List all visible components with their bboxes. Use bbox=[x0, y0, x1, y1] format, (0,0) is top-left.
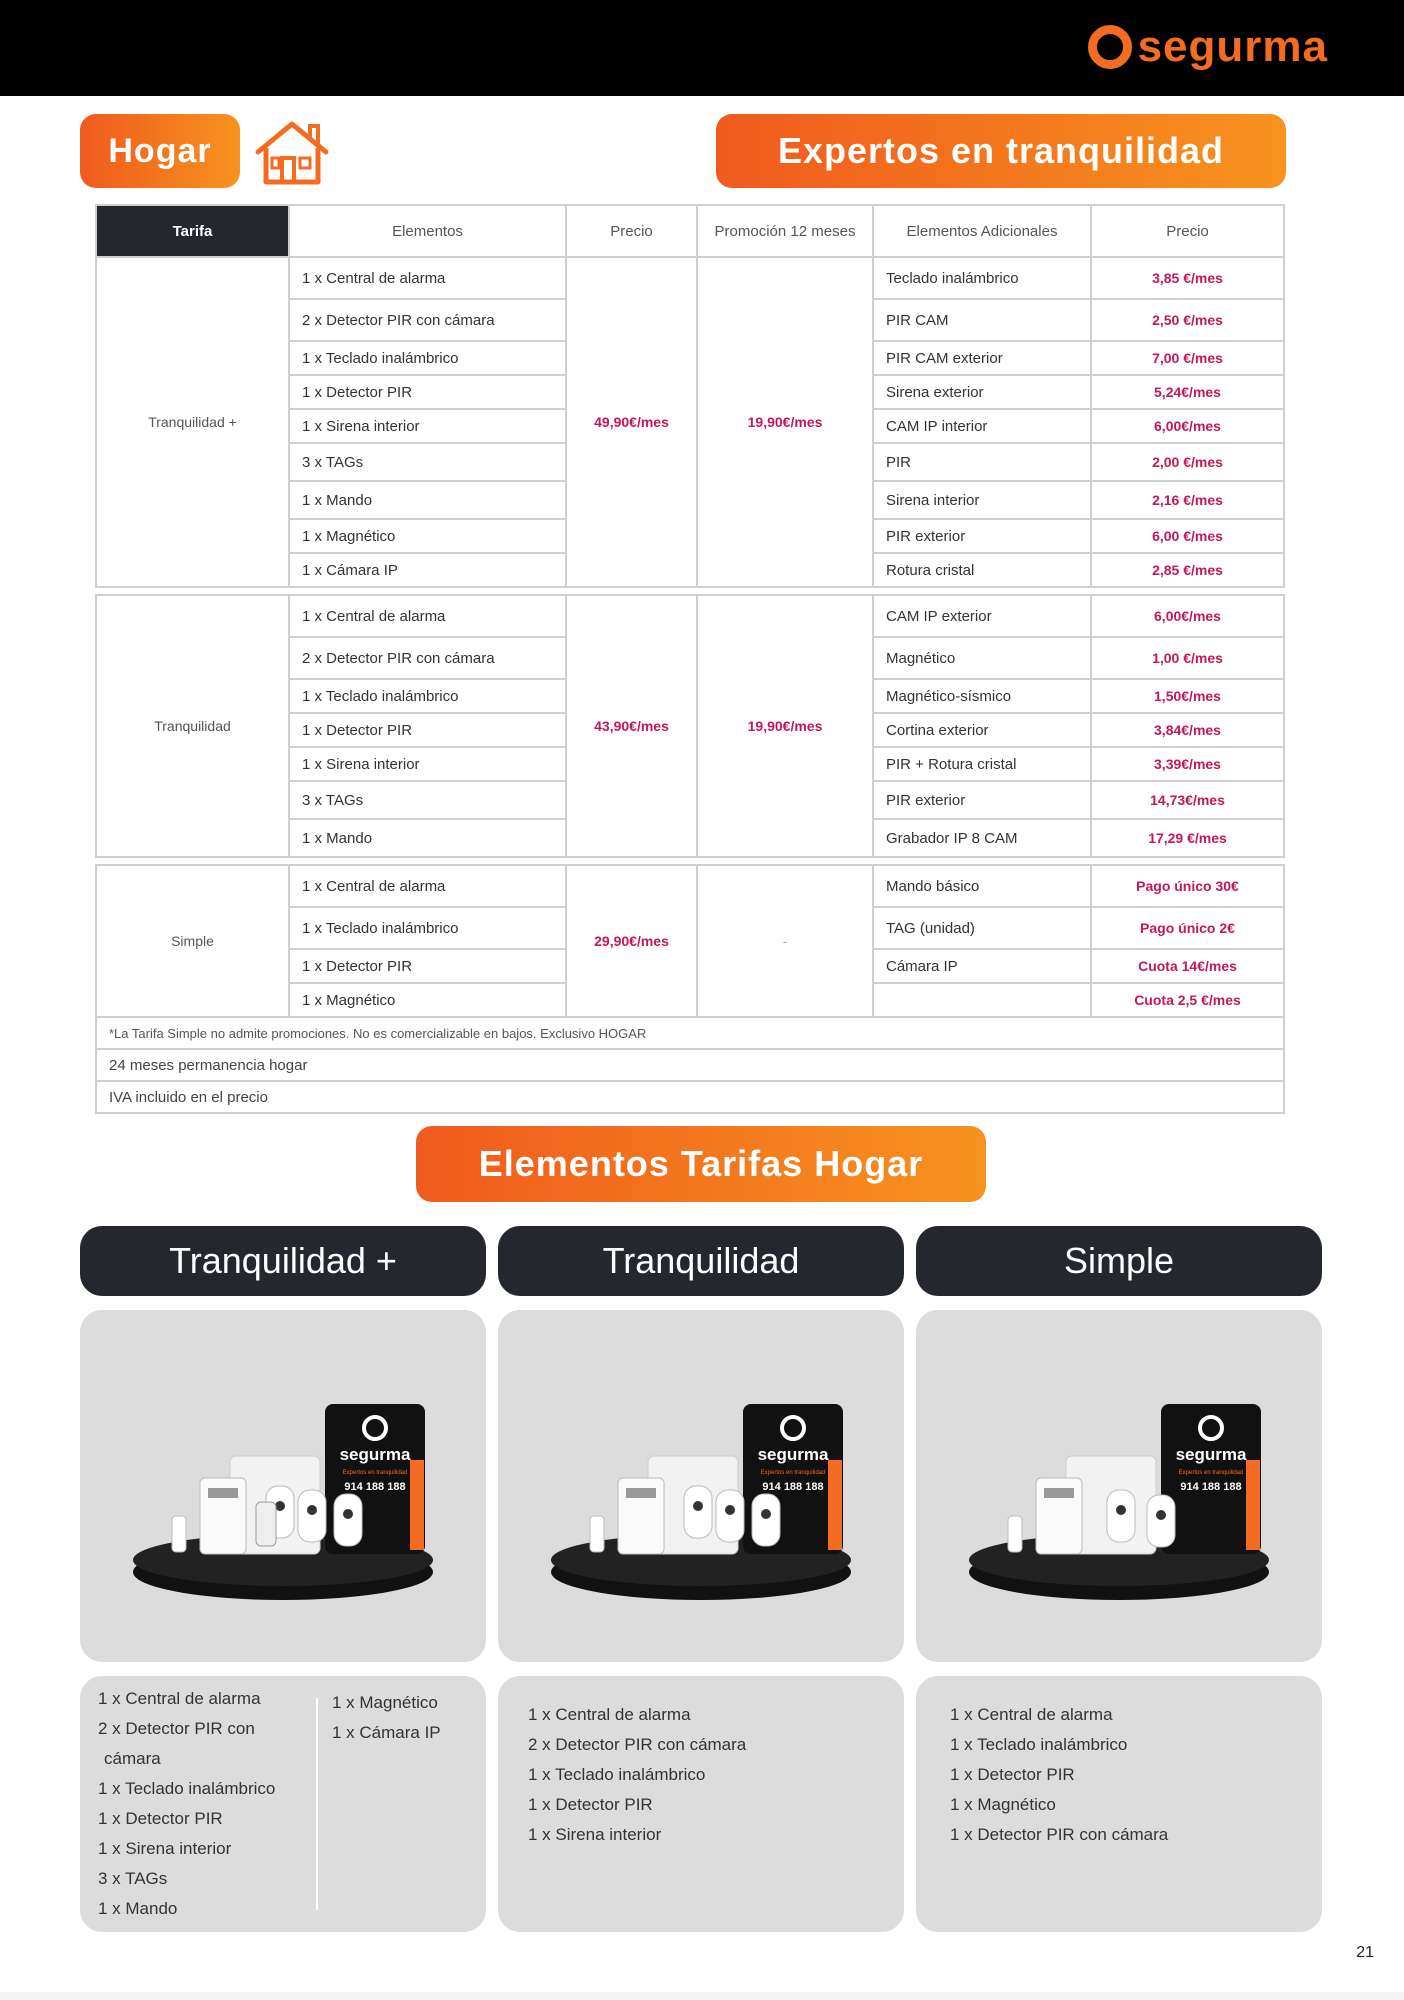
note-text: IVA incluido en el precio bbox=[96, 1081, 1284, 1113]
sign-tagline: Expertos en tranquilidad bbox=[760, 1470, 826, 1476]
list-item: 2 x Detector PIR con bbox=[98, 1719, 255, 1738]
additional-price: 7,00 €/mes bbox=[1091, 341, 1284, 375]
sign-phone: 914 188 188 bbox=[1180, 1481, 1242, 1493]
segurma-logo bbox=[1088, 22, 1328, 72]
list-item: 1 x Central de alarma bbox=[98, 1689, 261, 1708]
group-spacer bbox=[96, 857, 1284, 865]
list-item: 1 x Magnético bbox=[332, 1693, 438, 1712]
list-item: 1 x Teclado inalámbrico bbox=[98, 1779, 276, 1798]
detector-lens bbox=[761, 1509, 771, 1519]
keypad-screen bbox=[1044, 1488, 1074, 1498]
additional-price: 1,50€/mes bbox=[1091, 679, 1284, 713]
list-item: 1 x Detector PIR bbox=[98, 1809, 223, 1828]
element-cell: 2 x Detector PIR con cámara bbox=[289, 637, 566, 679]
sign-phone: 914 188 188 bbox=[344, 1481, 406, 1493]
sign-accent bbox=[828, 1460, 842, 1550]
additional-element bbox=[873, 983, 1091, 1017]
sign-phone: 914 188 188 bbox=[762, 1481, 824, 1493]
detector-lens bbox=[693, 1501, 703, 1511]
element-cell: 1 x Central de alarma bbox=[289, 865, 566, 907]
detector-lens bbox=[1116, 1505, 1126, 1515]
element-cell: 3 x TAGs bbox=[289, 781, 566, 819]
table-row bbox=[96, 865, 1284, 907]
element-cell: 1 x Magnético bbox=[289, 519, 566, 553]
magnetic-sensor bbox=[590, 1516, 604, 1552]
note-text: 24 meses permanencia hogar bbox=[96, 1049, 1284, 1081]
additional-element: Magnético bbox=[873, 637, 1091, 679]
detector-lens bbox=[1156, 1510, 1166, 1520]
additional-price: 17,29 €/mes bbox=[1091, 819, 1284, 857]
list-item: 2 x Detector PIR con cámara bbox=[528, 1735, 747, 1754]
list-item: 1 x Detector PIR bbox=[950, 1765, 1075, 1784]
element-cell: 1 x Detector PIR bbox=[289, 375, 566, 409]
expertos-banner: Expertos en tranquilidad bbox=[716, 114, 1286, 188]
additional-price: 14,73€/mes bbox=[1091, 781, 1284, 819]
pir-detector bbox=[334, 1494, 362, 1546]
magnetic-sensor bbox=[172, 1516, 186, 1552]
list-item: cámara bbox=[104, 1749, 161, 1768]
elementos-tarifas-banner: Elementos Tarifas Hogar bbox=[416, 1126, 986, 1202]
promo-price: - bbox=[697, 865, 873, 1017]
logo-ring-icon bbox=[1088, 25, 1132, 69]
alarm-kit-illustration bbox=[498, 1310, 904, 1662]
detector-lens bbox=[307, 1505, 317, 1515]
additional-element: Sirena exterior bbox=[873, 375, 1091, 409]
detector-lens bbox=[343, 1509, 353, 1519]
spacer-cell bbox=[96, 857, 1284, 865]
additional-element: TAG (unidad) bbox=[873, 907, 1091, 949]
header-precio: Precio bbox=[566, 205, 697, 257]
tarifa-name: Simple bbox=[96, 865, 289, 1017]
list-item: 1 x Cámara IP bbox=[332, 1723, 441, 1742]
element-cell: 2 x Detector PIR con cámara bbox=[289, 299, 566, 341]
list-item: 1 x Central de alarma bbox=[950, 1705, 1113, 1724]
additional-element: CAM IP interior bbox=[873, 409, 1091, 443]
magnetic-sensor bbox=[1008, 1516, 1022, 1552]
pir-detector bbox=[298, 1490, 326, 1542]
sign-tagline: Expertos en tranquilidad bbox=[1178, 1470, 1244, 1476]
note-row bbox=[96, 1017, 1284, 1049]
additional-price: 3,85 €/mes bbox=[1091, 257, 1284, 299]
list-item: 3 x TAGs bbox=[98, 1869, 168, 1888]
list-item: 1 x Sirena interior bbox=[98, 1839, 232, 1858]
list-item: 1 x Teclado inalámbrico bbox=[528, 1765, 706, 1784]
additional-price: Pago único 2€ bbox=[1091, 907, 1284, 949]
additional-element: PIR CAM exterior bbox=[873, 341, 1091, 375]
additional-element: Grabador IP 8 CAM bbox=[873, 819, 1091, 857]
card-title-tranquilidad: Tranquilidad bbox=[498, 1226, 904, 1296]
element-cell: 1 x Cámara IP bbox=[289, 553, 566, 587]
list-item: 1 x Detector PIR con cámara bbox=[950, 1825, 1169, 1844]
tarifa-name: Tranquilidad + bbox=[96, 257, 289, 587]
column-divider bbox=[316, 1698, 318, 1910]
additional-price: 2,50 €/mes bbox=[1091, 299, 1284, 341]
tarifa-price: 49,90€/mes bbox=[566, 257, 697, 587]
house-icon bbox=[252, 118, 332, 188]
additional-price: 1,00 €/mes bbox=[1091, 637, 1284, 679]
list-item: 1 x Mando bbox=[98, 1899, 178, 1918]
keypad-screen bbox=[208, 1488, 238, 1498]
tarifa-price: 43,90€/mes bbox=[566, 595, 697, 857]
elements-list-simple bbox=[916, 1676, 1322, 1932]
promo-price: 19,90€/mes bbox=[697, 257, 873, 587]
additional-element: PIR bbox=[873, 443, 1091, 481]
promo-price: 19,90€/mes bbox=[697, 595, 873, 857]
additional-price: 2,16 €/mes bbox=[1091, 481, 1284, 519]
hogar-label: Hogar bbox=[80, 114, 240, 188]
pir-detector bbox=[716, 1490, 744, 1542]
pir-detector bbox=[684, 1486, 712, 1538]
additional-price: 3,84€/mes bbox=[1091, 713, 1284, 747]
additional-element: Cortina exterior bbox=[873, 713, 1091, 747]
ip-camera bbox=[256, 1502, 276, 1546]
additional-price: 2,85 €/mes bbox=[1091, 553, 1284, 587]
header-precio-adicional: Precio bbox=[1091, 205, 1284, 257]
product-image-simple bbox=[916, 1310, 1322, 1662]
tarifa-name: Tranquilidad bbox=[96, 595, 289, 857]
sign-brand: segurma bbox=[1175, 1445, 1247, 1464]
additional-price: Cuota 14€/mes bbox=[1091, 949, 1284, 983]
additional-element: PIR CAM bbox=[873, 299, 1091, 341]
tarifa-price: 29,90€/mes bbox=[566, 865, 697, 1017]
pir-detector bbox=[752, 1494, 780, 1546]
alarm-kit-illustration bbox=[80, 1310, 486, 1662]
note-row bbox=[96, 1081, 1284, 1113]
additional-element: Mando básico bbox=[873, 865, 1091, 907]
additional-price: 6,00€/mes bbox=[1091, 409, 1284, 443]
element-cell: 1 x Detector PIR bbox=[289, 713, 566, 747]
additional-price: 6,00 €/mes bbox=[1091, 519, 1284, 553]
sign-accent bbox=[1246, 1460, 1260, 1550]
element-cell: 1 x Sirena interior bbox=[289, 409, 566, 443]
element-cell: 1 x Teclado inalámbrico bbox=[289, 907, 566, 949]
additional-price: 6,00€/mes bbox=[1091, 595, 1284, 637]
additional-price: 3,39€/mes bbox=[1091, 747, 1284, 781]
list-item: 1 x Detector PIR bbox=[528, 1795, 653, 1814]
element-cell: 3 x TAGs bbox=[289, 443, 566, 481]
additional-element: PIR + Rotura cristal bbox=[873, 747, 1091, 781]
element-cell: 1 x Detector PIR bbox=[289, 949, 566, 983]
sign-tagline: Expertos en tranquilidad bbox=[342, 1470, 408, 1476]
element-cell: 1 x Magnético bbox=[289, 983, 566, 1017]
sign-brand: segurma bbox=[339, 1445, 411, 1464]
additional-element: Magnético-sísmico bbox=[873, 679, 1091, 713]
tarifas-table bbox=[95, 204, 1285, 1114]
pir-detector bbox=[1107, 1490, 1135, 1542]
logo-text: segurma bbox=[1137, 22, 1328, 71]
additional-price: Pago único 30€ bbox=[1091, 865, 1284, 907]
detector-lens bbox=[725, 1505, 735, 1515]
elements-list-tranquilidad-plus bbox=[80, 1676, 486, 1932]
element-cell: 1 x Mando bbox=[289, 481, 566, 519]
additional-element: Teclado inalámbrico bbox=[873, 257, 1091, 299]
card-title-tranquilidad-plus: Tranquilidad + bbox=[80, 1226, 486, 1296]
additional-price: 2,00 €/mes bbox=[1091, 443, 1284, 481]
element-cell: 1 x Sirena interior bbox=[289, 747, 566, 781]
additional-price: Cuota 2,5 €/mes bbox=[1091, 983, 1284, 1017]
additional-element: Cámara IP bbox=[873, 949, 1091, 983]
element-cell: 1 x Teclado inalámbrico bbox=[289, 679, 566, 713]
header-adicionales: Elementos Adicionales bbox=[873, 205, 1091, 257]
table-row bbox=[96, 595, 1284, 637]
list-item: 1 x Central de alarma bbox=[528, 1705, 691, 1724]
card-title-simple: Simple bbox=[916, 1226, 1322, 1296]
group-spacer bbox=[96, 587, 1284, 595]
element-cell: 1 x Central de alarma bbox=[289, 257, 566, 299]
list-item: 1 x Sirena interior bbox=[528, 1825, 662, 1844]
top-bar bbox=[0, 0, 1404, 96]
sign-accent bbox=[410, 1460, 424, 1550]
note-row bbox=[96, 1049, 1284, 1081]
element-cell: 1 x Mando bbox=[289, 819, 566, 857]
elements-list-tranquilidad bbox=[498, 1676, 904, 1932]
sign-brand: segurma bbox=[757, 1445, 829, 1464]
page-number: 21 bbox=[1356, 1944, 1374, 1961]
product-image-tranquilidad-plus bbox=[80, 1310, 486, 1662]
pir-detector bbox=[1147, 1495, 1175, 1547]
product-image-tranquilidad bbox=[498, 1310, 904, 1662]
list-item: 1 x Teclado inalámbrico bbox=[950, 1735, 1128, 1754]
alarm-kit-illustration bbox=[916, 1310, 1322, 1662]
list-item: 1 x Magnético bbox=[950, 1795, 1056, 1814]
additional-element: PIR exterior bbox=[873, 519, 1091, 553]
note-text: *La Tarifa Simple no admite promociones. No es comercializable en bajos. Exclusivo HOGAR bbox=[96, 1017, 1284, 1049]
table-header-row bbox=[96, 205, 1284, 257]
table-row bbox=[96, 257, 1284, 299]
element-cell: 1 x Teclado inalámbrico bbox=[289, 341, 566, 375]
spacer-cell bbox=[96, 587, 1284, 595]
additional-price: 5,24€/mes bbox=[1091, 375, 1284, 409]
header-elementos: Elementos bbox=[289, 205, 566, 257]
header-tarifa: Tarifa bbox=[96, 205, 289, 257]
additional-element: PIR exterior bbox=[873, 781, 1091, 819]
additional-element: CAM IP exterior bbox=[873, 595, 1091, 637]
keypad-screen bbox=[626, 1488, 656, 1498]
element-cell: 1 x Central de alarma bbox=[289, 595, 566, 637]
additional-element: Rotura cristal bbox=[873, 553, 1091, 587]
additional-element: Sirena interior bbox=[873, 481, 1091, 519]
header-promocion: Promoción 12 meses bbox=[697, 205, 873, 257]
